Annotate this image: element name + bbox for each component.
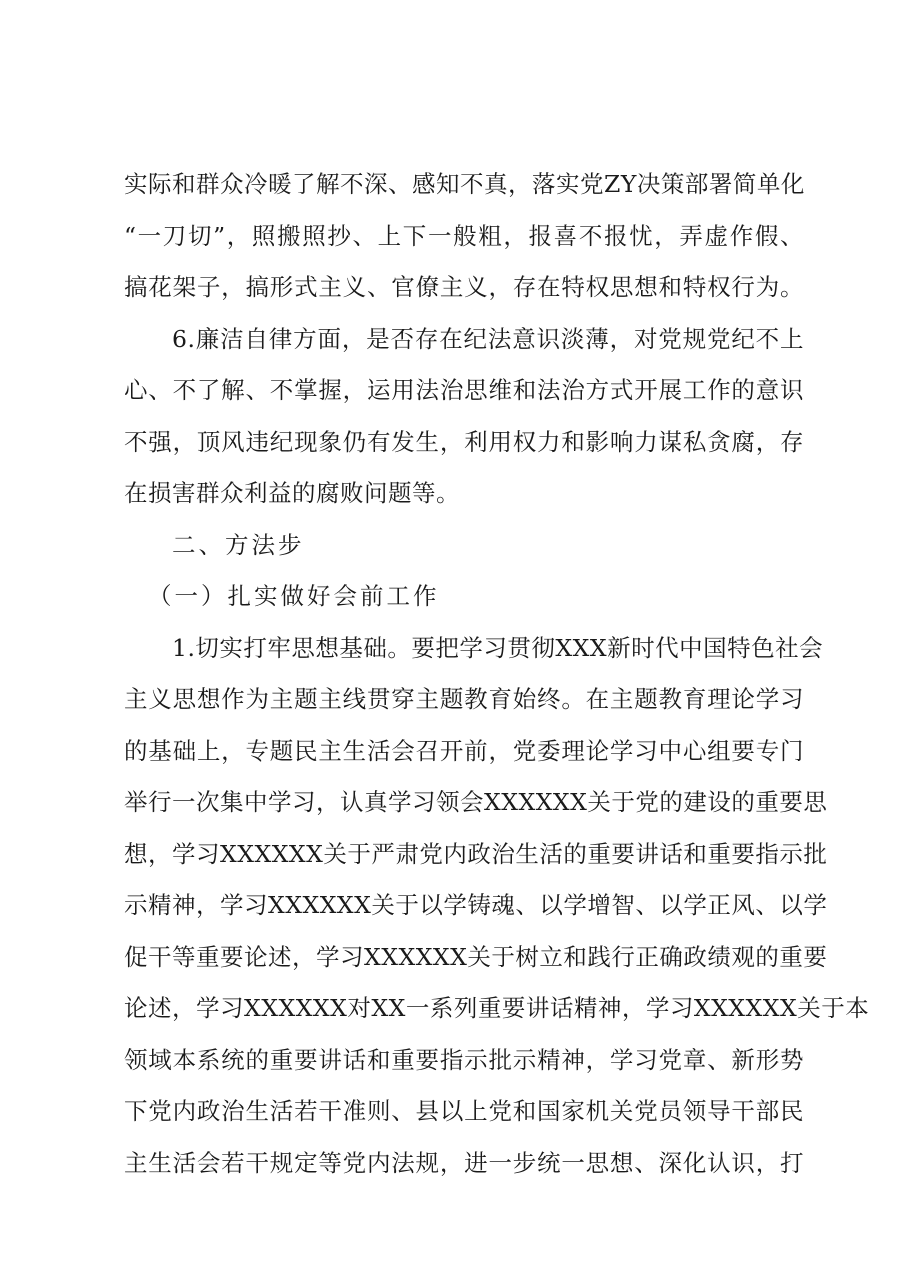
paragraph-line: 领域本系统的重要讲话和重要指示批示精神，学习党章、新形势: [124, 1046, 804, 1074]
paragraph-line: 心、不了解、不掌握，运用法治思维和法治方式开展工作的意识: [124, 376, 804, 404]
paragraph-line: 实际和群众冷暖了解不深、感知不真，落实党ZY决策部署简单化: [124, 170, 805, 198]
paragraph-line: 下党内政治生活若干准则、县以上党和国家机关党员领导干部民: [124, 1097, 804, 1125]
section-heading: 二、方法步: [172, 531, 305, 559]
paragraph-line: 示精神，学习XXXXXX关于以学铸魂、以学增智、以学正风、以学: [124, 891, 828, 919]
paragraph-line: 6.廉洁自律方面，是否存在纪法意识淡薄，对党规党纪不上: [172, 325, 804, 353]
paragraph-line: 1.切实打牢思想基础。要把学习贯彻XXX新时代中国特色社会: [172, 634, 824, 662]
paragraph-line: 在损害群众利益的腐败问题等。: [124, 479, 460, 507]
paragraph-line: 搞花架子，搞形式主义、官僚主义，存在特权思想和特权行为。: [124, 273, 804, 301]
paragraph-line: 举行一次集中学习，认真学习领会XXXXXX关于党的建设的重要思: [124, 788, 828, 816]
subsection-heading: （一）扎实做好会前工作: [148, 582, 440, 610]
paragraph-line: 论述，学习XXXXXX对XX一系列重要讲话精神，学习XXXXXX关于本: [124, 994, 870, 1022]
paragraph-line: “一刀切”，照搬照抄、上下一般粗，报喜不报忧，弄虚作假、: [124, 222, 804, 250]
paragraph-line: 想，学习XXXXXX关于严肃党内政治生活的重要讲话和重要指示批: [124, 840, 828, 868]
paragraph-line: 的基础上，专题民主生活会召开前，党委理论学习中心组要专门: [124, 737, 804, 765]
paragraph-line: 主义思想作为主题主线贯穿主题教育始终。在主题教育理论学习: [124, 685, 804, 713]
paragraph-line: 促干等重要论述，学习XXXXXX关于树立和践行正确政绩观的重要: [124, 943, 828, 971]
paragraph-line: 不强，顶风违纪现象仍有发生，利用权力和影响力谋私贪腐，存: [124, 428, 804, 456]
paragraph-line: 主生活会若干规定等党内法规，进一步统一思想、深化认识，打: [124, 1149, 804, 1177]
